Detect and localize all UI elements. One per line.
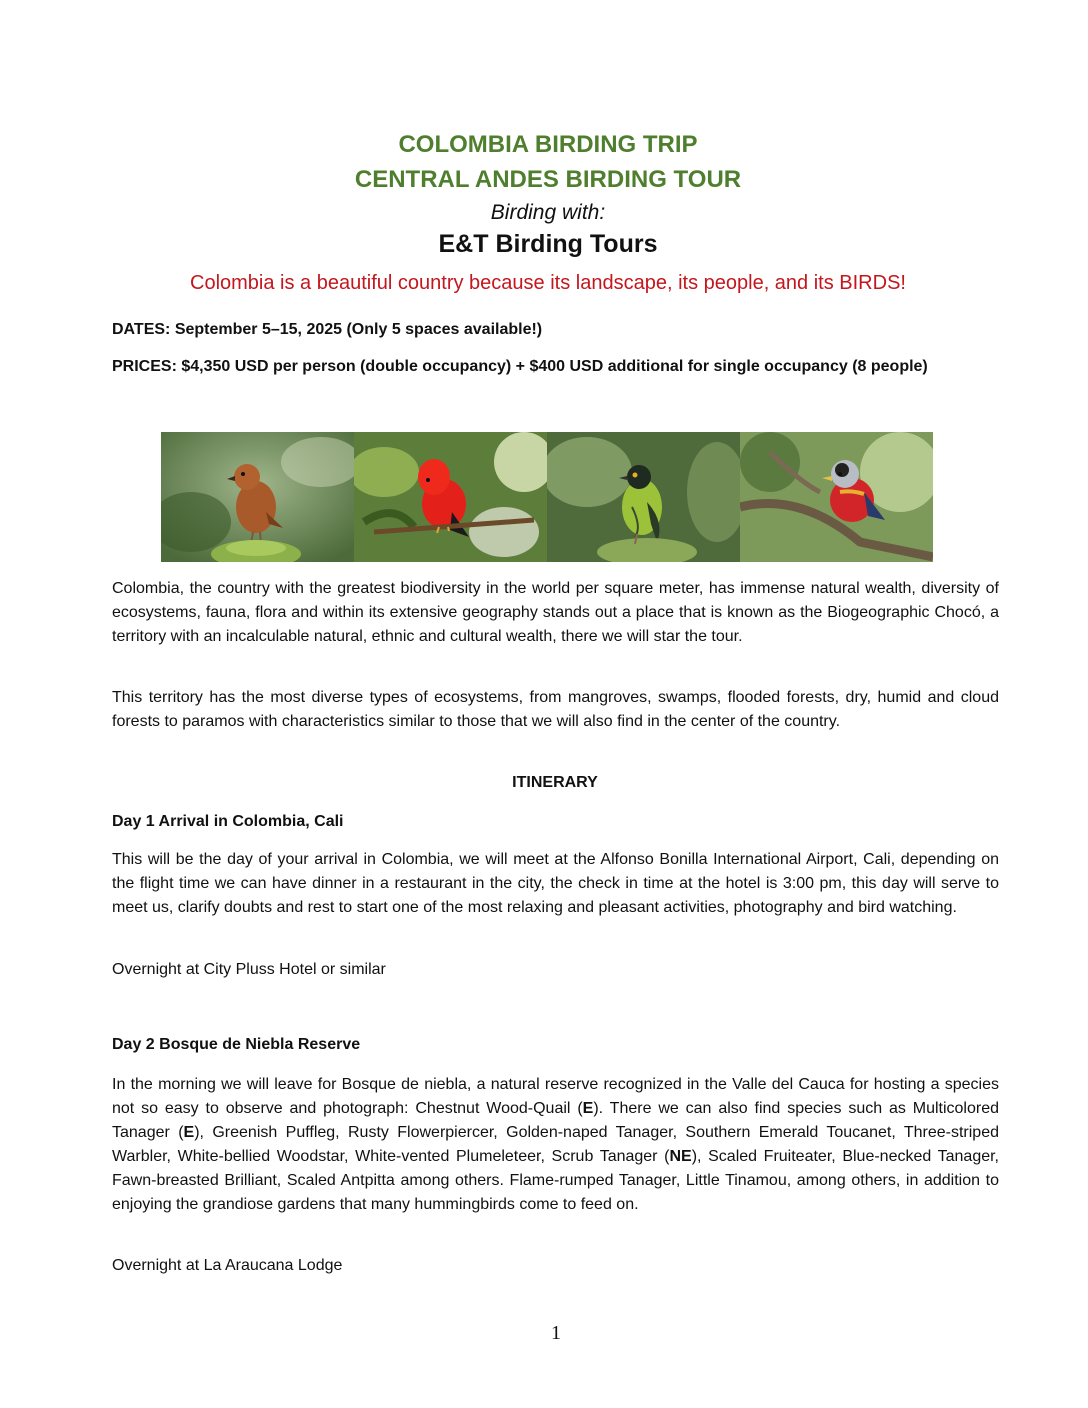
day2-text: [112, 1073, 999, 1217]
day2-overnight: Overnight at La Araucana Lodge: [112, 1257, 343, 1274]
trip-prices: PRICES: $4,350 USD per person (double occupancy) + $400 USD additional for single occupancy (8 people): [112, 358, 928, 375]
title-line-1: COLOMBIA BIRDING TRIP: [398, 131, 698, 158]
day1-overnight: Overnight at City Pluss Hotel or similar: [112, 961, 386, 978]
tagline: Colombia is a beautiful country because its landscape, its people, and its BIRDS!: [190, 272, 906, 294]
birding-with-label: Birding with:: [490, 201, 606, 224]
itinerary-heading: ITINERARY: [512, 774, 598, 791]
endemic-mark: E: [183, 1124, 195, 1141]
day2-text-part-d: ), Scaled Fruiteater, Blue-necked Tanager, Fawn-breasted Brilliant, Scaled Antpitta among others. Flame-rumped Tanager, Little Tinamou, among others, in addition to enjoying the grandiose gardens that many hummingbirds come to feed on.: [112, 1148, 1000, 1213]
trip-dates: DATES: September 5–15, 2025 (Only 5 spaces available!): [112, 321, 543, 338]
day1-heading: Day 1 Arrival in Colombia, Cali: [112, 813, 344, 830]
page-number: 1: [551, 1322, 561, 1344]
intro-paragraph-1: Colombia, the country with the greatest biodiversity in the world per square meter, has immense natural wealth, diversity of ecosystems, fauna, flora and within its extensive geography stands out a place that is known as the Biogeographic Chocó, a territory with an incalculable natural, ethnic and cultural wealth, there we will star the tour.: [112, 580, 999, 645]
day2-heading: Day 2 Bosque de Niebla Reserve: [112, 1036, 361, 1053]
day2-text-part-c: ), Greenish Puffleg, Rusty Flowerpiercer, Golden-naped Tanager, Southern Emerald Toucanet, Three-striped Warbler, White-bellied Woodstar, White-vented Plumeleteer, Scrub Tanager (: [112, 1124, 1000, 1165]
endemic-mark: E: [582, 1100, 594, 1117]
cock-of-the-rock-photo-icon: [354, 432, 547, 562]
barbet-photo-icon: [740, 432, 933, 562]
company-name: E&T Birding Tours: [438, 230, 658, 258]
bird-photo-strip: [161, 432, 934, 562]
day2-text-part-b: ). There we can also find species such as Multicolored Tanager (: [112, 1100, 1000, 1141]
day2-text-part-a: In the morning we will leave for Bosque de niebla, a natural reserve recognized in the Valle del Cauca for hosting a species not so easy to observe and photograph: Chestnut Wood-Quail (: [112, 1076, 999, 1117]
near-endemic-mark: NE: [669, 1148, 692, 1165]
green-tanager-photo-icon: [547, 432, 740, 562]
rufous-bird-photo-icon: [161, 432, 354, 562]
intro-paragraph-2: This territory has the most diverse types of ecosystems, from mangroves, swamps, flooded forests, dry, humid and cloud forests to paramos with characteristics similar to those that we will also find in the center of the country.: [112, 689, 999, 730]
day1-text: This will be the day of your arrival in Colombia, we will meet at the Alfonso Bonilla International Airport, Cali, depending on the flight time we can have dinner in a restaurant in the city, the check in time at the hotel is 3:00 pm, this day will serve to meet us, clarify doubts and rest to start one of the most relaxing and pleasant activities, photography and bird watching.: [112, 851, 999, 916]
title-line-2: CENTRAL ANDES BIRDING TOUR: [354, 166, 742, 193]
